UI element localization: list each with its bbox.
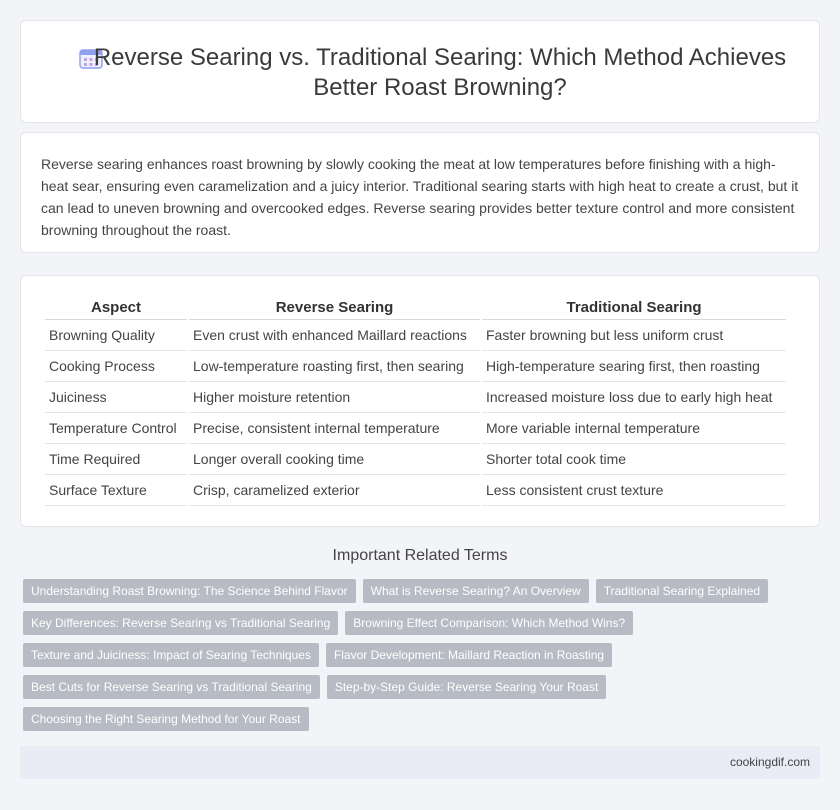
related-term-link[interactable]: Traditional Searing Explained: [596, 579, 768, 603]
table-row: [45, 413, 786, 444]
related-term-link[interactable]: Texture and Juiciness: Impact of Searing Techniques: [23, 643, 319, 667]
table-row: [45, 475, 786, 506]
intro-text: Reverse searing enhances roast browning by slowly cooking the meat at low temperatures before finishing with a high-heat sear, ensuring even caramelization and a juicy interior. Traditional searing starts with high heat to create a crust, but it can lead to uneven browning and overcooked edges. Reverse searing provides better texture control and more consistent browning throughout the roast.: [41, 156, 799, 238]
page-title: Reverse Searing vs. Traditional Searing: Which Method Achieves Better Roast Browning?: [93, 44, 787, 101]
cell-reverse: Longer overall cooking time: [189, 444, 480, 475]
footer: [20, 746, 820, 779]
table-row: [45, 382, 786, 413]
related-term-link[interactable]: Understanding Roast Browning: The Science Behind Flavor: [23, 579, 356, 603]
related-term-link[interactable]: Flavor Development: Maillard Reaction in Roasting: [326, 643, 612, 667]
cell-reverse: Even crust with enhanced Maillard reactions: [189, 320, 480, 351]
related-terms-list: [23, 579, 803, 739]
cell-aspect: Time Required: [45, 444, 187, 475]
cell-traditional: High-temperature searing first, then roasting: [482, 351, 786, 382]
site-name[interactable]: cookingdif.com: [729, 755, 810, 769]
cell-aspect: Cooking Process: [45, 351, 187, 382]
cell-aspect: Browning Quality: [45, 320, 187, 351]
table-header-row: [45, 296, 786, 320]
related-term-link[interactable]: Browning Effect Comparison: Which Method Wins?: [345, 611, 633, 635]
header-reverse-searing: Reverse Searing: [189, 296, 480, 320]
cell-traditional: More variable internal temperature: [482, 413, 786, 444]
cell-aspect: Temperature Control: [45, 413, 187, 444]
related-term-link[interactable]: Best Cuts for Reverse Searing vs Traditional Searing: [23, 675, 320, 699]
comparison-card: [20, 275, 820, 527]
cell-reverse: Higher moisture retention: [189, 382, 480, 413]
table-row: [45, 351, 786, 382]
comparison-table: [43, 296, 788, 506]
related-term-link[interactable]: What is Reverse Searing? An Overview: [363, 579, 589, 603]
intro-card: [20, 132, 820, 253]
cell-reverse: Precise, consistent internal temperature: [189, 413, 480, 444]
related-terms-title: Important Related Terms: [332, 547, 508, 564]
header-aspect: Aspect: [45, 296, 187, 320]
related-term-link[interactable]: Choosing the Right Searing Method for Your Roast: [23, 707, 309, 731]
related-term-link[interactable]: Step-by-Step Guide: Reverse Searing Your Roast: [327, 675, 606, 699]
header-card: [20, 20, 820, 123]
table-row: [45, 444, 786, 475]
cell-traditional: Shorter total cook time: [482, 444, 786, 475]
cell-traditional: Less consistent crust texture: [482, 475, 786, 506]
cell-reverse: Low-temperature roasting first, then searing: [189, 351, 480, 382]
cell-reverse: Crisp, caramelized exterior: [189, 475, 480, 506]
header-traditional-searing: Traditional Searing: [482, 296, 786, 320]
table-row: [45, 320, 786, 351]
cell-traditional: Increased moisture loss due to early high heat: [482, 382, 786, 413]
cell-aspect: Juiciness: [45, 382, 187, 413]
related-term-link[interactable]: Key Differences: Reverse Searing vs Traditional Searing: [23, 611, 338, 635]
cell-traditional: Faster browning but less uniform crust: [482, 320, 786, 351]
cell-aspect: Surface Texture: [45, 475, 187, 506]
